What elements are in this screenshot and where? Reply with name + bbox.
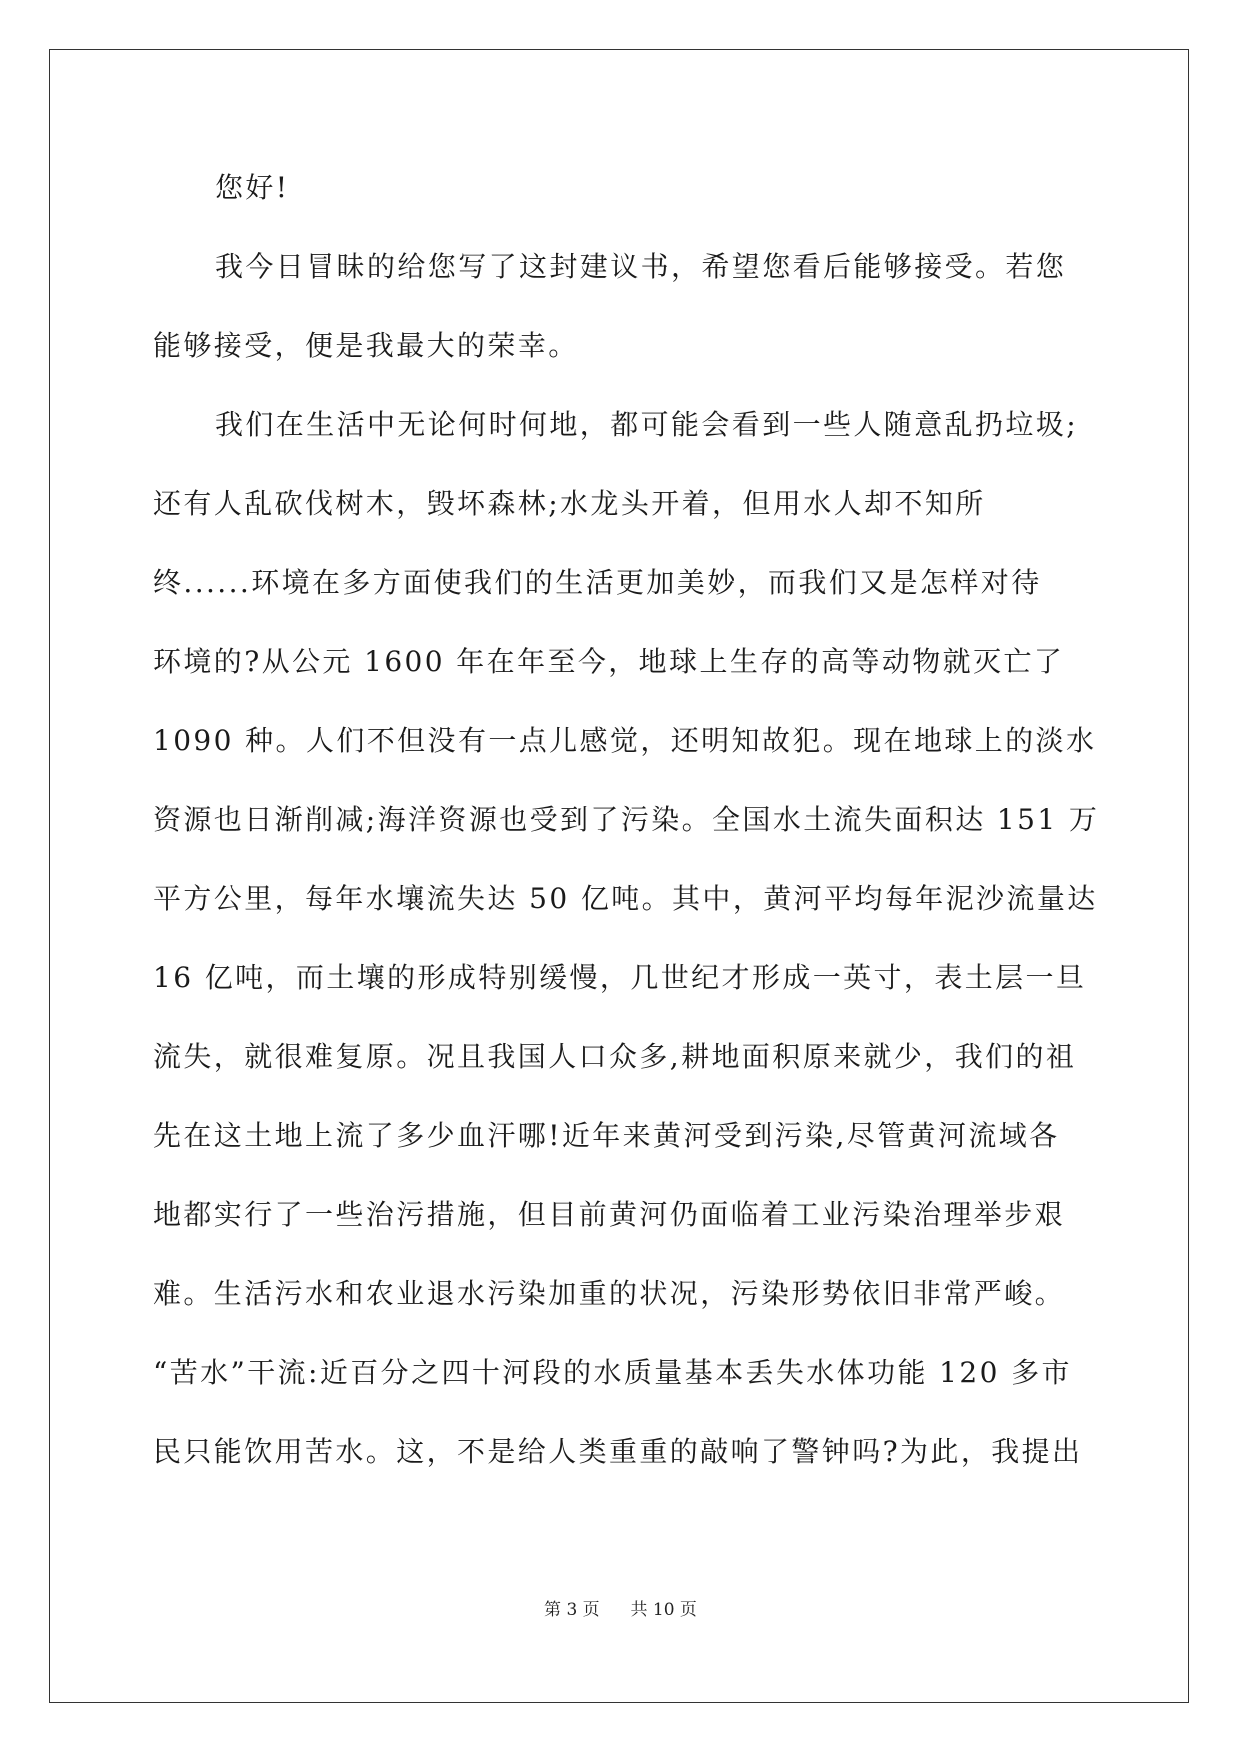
- body-line: 民只能饮用苦水。这，不是给人类重重的敲响了警钟吗?为此，我提出: [153, 1435, 1083, 1468]
- body-line: 资源也日渐削减;海洋资源也受到了污染。全国水土流失面积达 151 万: [153, 803, 1100, 836]
- body-line: 1090 种。人们不但没有一点儿感觉，还明知故犯。现在地球上的淡水: [153, 724, 1097, 757]
- body-line: 16 亿吨，而土壤的形成特别缓慢，几世纪才形成一英寸，表土层一旦: [153, 961, 1087, 994]
- body-line: 流失，就很难复原。况且我国人口众多,耕地面积原来就少，我们的祖: [153, 1040, 1077, 1073]
- body-line: 难。生活污水和农业退水污染加重的状况，污染形势依旧非常严峻。: [153, 1277, 1066, 1310]
- body-line: “苦水”干流:近百分之四十河段的水质量基本丢失水体功能 120 多市: [153, 1356, 1072, 1389]
- body-line: 平方公里，每年水壤流失达 50 亿吨。其中，黄河平均每年泥沙流量达: [153, 882, 1098, 915]
- body-line: 还有人乱砍伐树木，毁坏森林;水龙头开着，但用水人却不知所: [153, 487, 986, 520]
- body-line: 我们在生活中无论何时何地，都可能会看到一些人随意乱扔垃圾;: [215, 408, 1079, 441]
- body-line: 能够接受，便是我最大的荣幸。: [153, 329, 579, 362]
- letter-body: [153, 163, 1100, 1506]
- body-line: 我今日冒昧的给您写了这封建议书，希望您看后能够接受。若您: [215, 250, 1067, 283]
- page-total: 共 10 页: [630, 1600, 697, 1620]
- page-footer: [0, 1595, 1241, 1620]
- page-number: 第 3 页: [544, 1600, 600, 1620]
- body-line: 终......环境在多方面使我们的生活更加美妙，而我们又是怎样对待: [153, 566, 1042, 599]
- body-line: 先在这土地上流了多少血汗哪!近年来黄河受到污染,尽管黄河流域各: [153, 1119, 1060, 1152]
- body-line: 地都实行了一些治污措施，但目前黄河仍面临着工业污染治理举步艰: [153, 1198, 1066, 1231]
- body-line: 环境的?从公元 1600 年在年至今，地球上生存的高等动物就灭亡了: [153, 645, 1065, 678]
- body-line: 您好!: [215, 171, 290, 204]
